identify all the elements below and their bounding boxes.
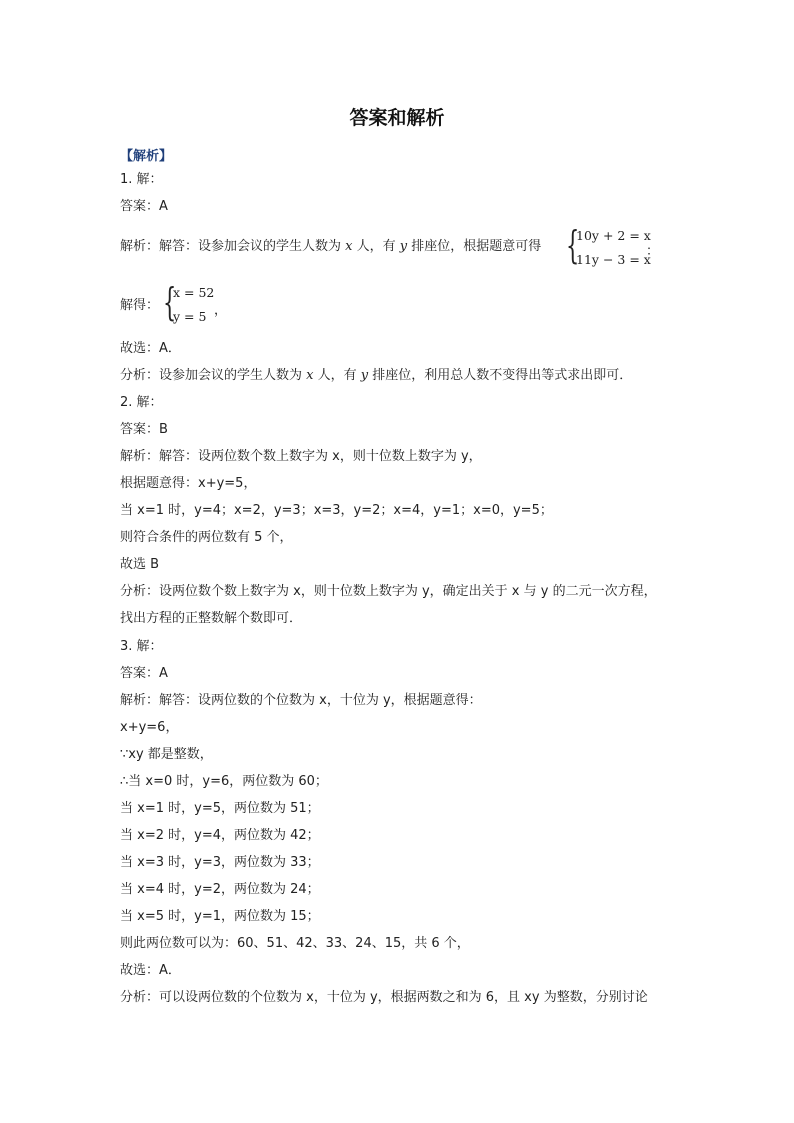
q1-var-x: x — [345, 239, 353, 254]
q2-explain-1: 分析：设两位数个数上数字为 x，则十位数上数字为 y，确定出关于 x 与 y 的二元一次方程， — [120, 584, 657, 599]
q1-analysis-prefix: 解析：解答：设参加会议的学生人数为 — [120, 239, 342, 254]
q1-choose: 故选：A． — [120, 341, 181, 356]
q1-solution-brace: { — [163, 280, 177, 324]
q3-case-3: 当 x=3 时，y=3，两位数为 33； — [120, 855, 320, 870]
q1-analysis-mid2: 排座位，根据题意可得 — [411, 239, 542, 254]
section-heading: 【解析】 — [120, 149, 173, 164]
q3-choose: 故选：A． — [120, 963, 181, 978]
q2-count: 则符合条件的两位数有 5 个， — [120, 530, 293, 545]
q2-head: 2. 解： — [120, 395, 163, 410]
q1-explain — [120, 367, 632, 385]
q3-explain: 分析：可以设两位数的个位数为 x，十位为 y，根据两数之和为 6，且 xy 为整数，分别讨论 — [120, 990, 648, 1005]
q3-case-0: ∴当 x=0 时，y=6，两位数为 60； — [120, 774, 328, 789]
q1-solution-eq2: y = 5 — [173, 309, 207, 324]
q3-summary: 则此两位数可以为：60、51、42、33、24、15，共 6 个， — [120, 936, 470, 951]
q2-explain-2: 找出方程的正整数解个数即可． — [120, 611, 303, 626]
q1-var-y: y — [399, 239, 408, 254]
q1-explain-var-x: x — [306, 368, 314, 383]
q3-because: ∵xy 都是整数， — [120, 747, 213, 762]
q1-analysis-mid1: 人，有 — [356, 239, 396, 254]
q1-head: 1. 解： — [120, 172, 163, 187]
q2-cases: 当 x=1 时，y=4；x=2，y=3；x=3，y=2；x=4，y=1；x=0，y=5； — [120, 503, 553, 518]
q1-solution-eq1: x = 52 — [173, 285, 215, 300]
q1-explain-var-y: y — [360, 368, 369, 383]
q1-explain-mid1: 人，有 — [317, 368, 357, 383]
q3-head: 3. 解： — [120, 639, 163, 654]
q2-choose: 故选 B — [120, 557, 160, 572]
q3-case-4: 当 x=4 时，y=2，两位数为 24； — [120, 882, 320, 897]
q2-equation: 根据题意得：x+y=5， — [120, 476, 257, 491]
page-title: 答案和解析 — [349, 107, 445, 129]
q1-analysis — [120, 238, 541, 256]
q1-explain-prefix: 分析：设参加会议的学生人数为 — [120, 368, 303, 383]
q3-analysis: 解析：解答：设两位数的个位数为 x，十位为 y，根据题意得： — [120, 693, 482, 708]
q3-case-1: 当 x=1 时，y=5，两位数为 51； — [120, 801, 320, 816]
q1-system-eq1: 10y + 2 = x — [576, 228, 651, 243]
q2-analysis: 解析：解答：设两位数个数上数字为 x，则十位数上数字为 y， — [120, 449, 482, 464]
q1-system-punct: ： — [646, 244, 660, 259]
q1-system-eq2: 11y − 3 = x — [576, 252, 651, 267]
q3-case-2: 当 x=2 时，y=4，两位数为 42； — [120, 828, 320, 843]
q1-solution-punct: ， — [214, 303, 228, 318]
q3-answer: 答案：A — [120, 666, 168, 681]
q3-equation: x+y=6， — [120, 720, 179, 735]
q1-answer: 答案：A — [120, 199, 168, 214]
q2-answer: 答案：B — [120, 422, 168, 437]
q1-solve-label: 解得： — [120, 298, 160, 313]
q1-explain-mid2: 排座位，利用总人数不变得出等式求出即可． — [372, 368, 633, 383]
q3-case-5: 当 x=5 时，y=1，两位数为 15； — [120, 909, 320, 924]
q1-system-brace: { — [566, 223, 580, 267]
